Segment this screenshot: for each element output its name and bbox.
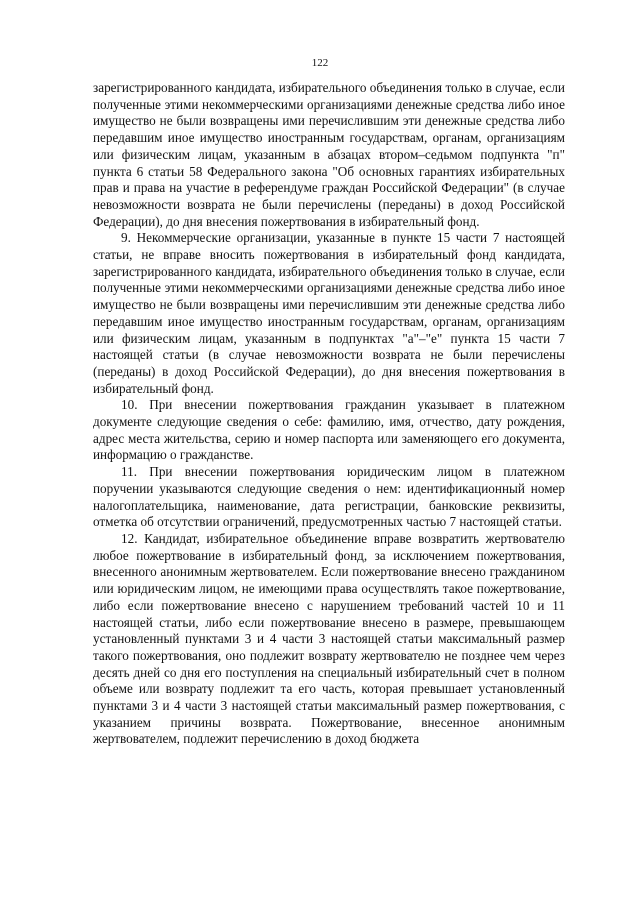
- page-number: 122: [311, 57, 329, 69]
- document-body: [93, 80, 565, 748]
- paragraph-11: 11. При внесении пожертвования юридическим лицом в платежном поручении указываются следующие сведения о нем: идентификационный номер налогоплательщика, наименование, дата регистрации, банковские реквизиты, отметка об отсутствии ограничений, предусмотренных частью 7 настоящей статьи.: [93, 464, 565, 530]
- paragraph-9: 9. Некоммерческие организации, указанные в пункте 15 части 7 настоящей статьи, не вправе вносить пожертвования в избирательный фонд кандидата, зарегистрированного кандидата, избирательного объединения только в случае, если полученные этими некоммерческими организациями денежные средства либо иное имущество не были возвращены ими перечислившим эти денежные средства либо передавшим иное имущество иностранным государствам, органам, организациям или физическим лицам, указанным в подпунктах "а"–"е" пункта 15 части 7 настоящей статьи (в случае невозможности возврата не были перечислены (переданы) в доход Российской Федерации), до дня внесения пожертвования в избирательный фонд.: [93, 230, 565, 396]
- paragraph-12: 12. Кандидат, избирательное объединение вправе возвратить жертвователю любое пожертвование в избирательный фонд, за исключением пожертвования, внесенного анонимным жертвователем. Если пожертвование внесено гражданином или юридическим лицом, не имеющими права осуществлять такое пожертвование, либо если пожертвование внесено с нарушением требований частей 10 и 11 настоящей статьи, либо если пожертвование внесено в размере, превышающем установленный пунктами 3 и 4 части 3 настоящей статьи максимальный размер такого пожертвования, оно подлежит возврату жертвователю не позднее чем через десять дней со дня его поступления на специальный избирательный счет в полном объеме или возврату подлежит та его часть, которая превышает установленный пунктами 3 и 4 части 3 настоящей статьи максимальный размер пожертвования, с указанием причины возврата. Пожертвование, внесенное анонимным жертвователем, подлежит перечислению в доход бюджета: [93, 530, 565, 747]
- paragraph-continuation: зарегистрированного кандидата, избирательного объединения только в случае, если полученные этими некоммерческими организациями денежные средства либо иное имущество не были возвращены ими перечислившим эти денежные средства либо передавшим иное имущество иностранным государствам, органам, организациям или физическим лицам, указанным в абзацах втором–седьмом подпункта "п" пункта 6 статьи 58 Федерального закона "Об основных гарантиях избирательных прав и права на участие в референдуме граждан Российской Федерации" (в случае невозможности возврата не были перечислены (переданы) в доход Российской Федерации), до дня внесения пожертвования в избирательный фонд.: [93, 80, 565, 229]
- paragraph-10: 10. При внесении пожертвования гражданин указывает в платежном документе следующие сведения о себе: фамилию, имя, отчество, дату рождения, адрес места жительства, серию и номер паспорта или заменяющего его документа, информацию о гражданстве.: [93, 397, 565, 463]
